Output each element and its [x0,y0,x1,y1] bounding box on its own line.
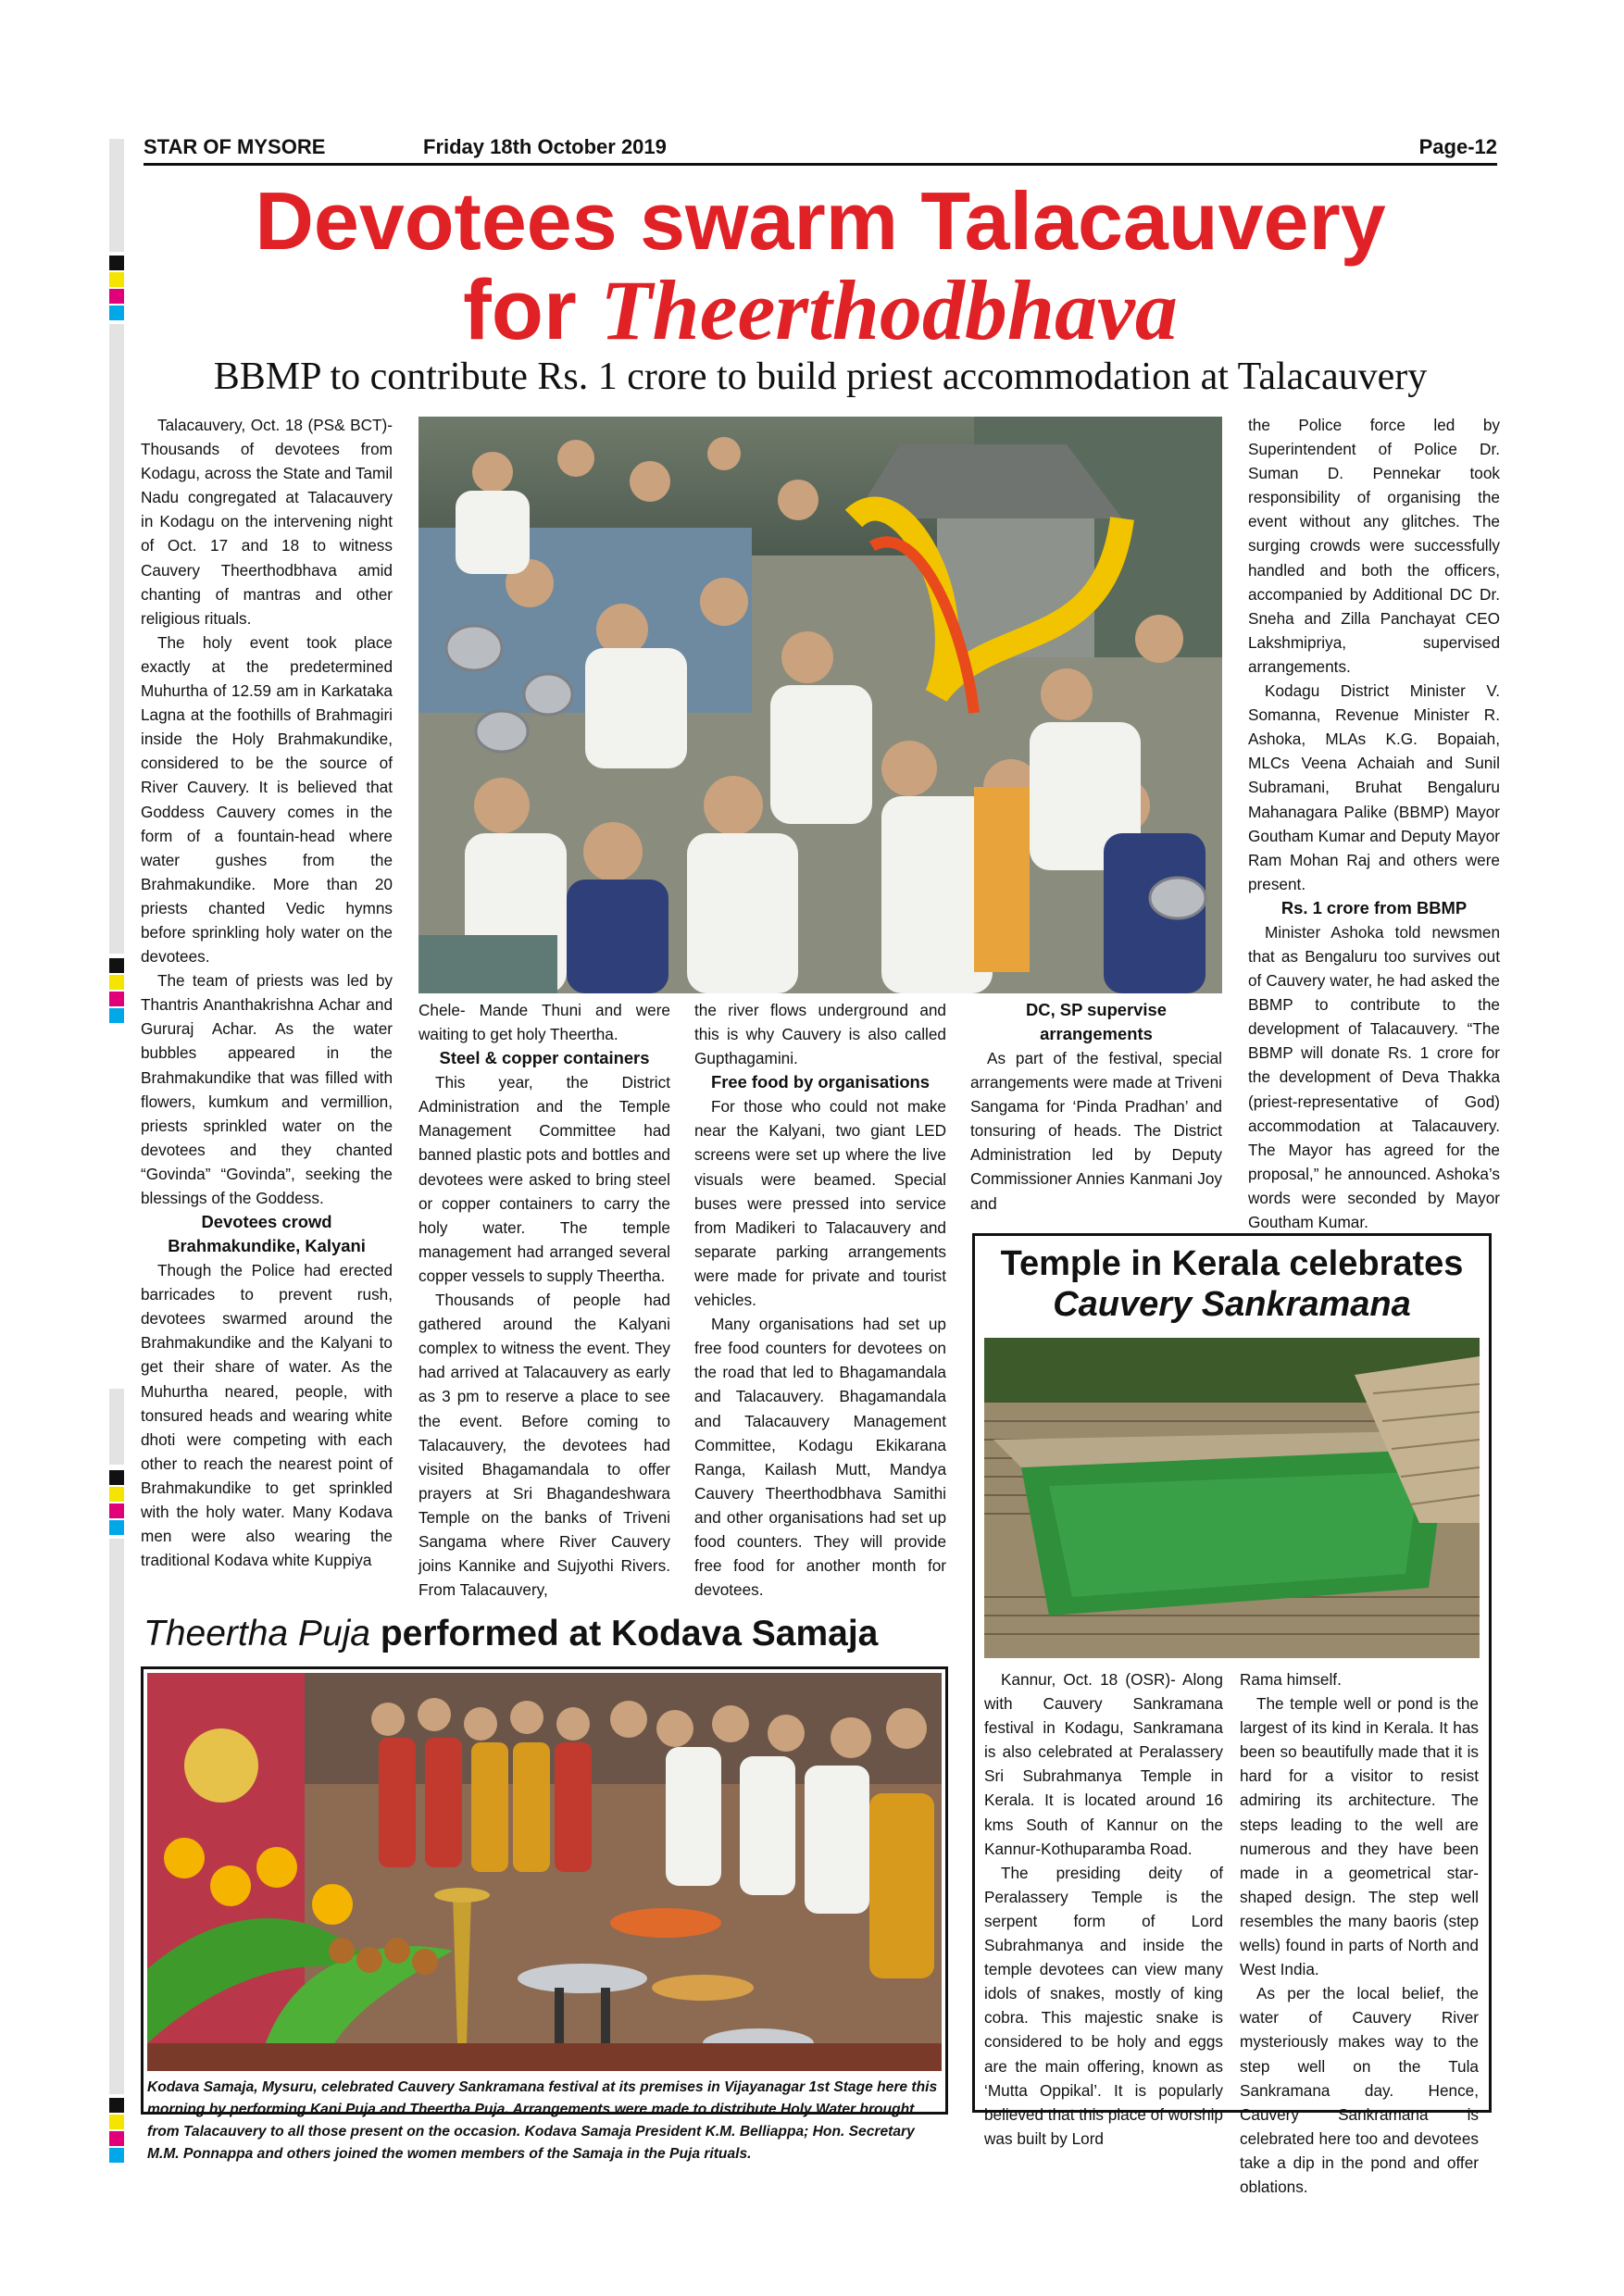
stepwell-illustration [984,1338,1480,1658]
kodava-photo-box [141,1666,948,2162]
registration-swatch [109,256,124,270]
headline-theerthodbhava: Theerthodbhava [600,263,1178,357]
registration-swatch [109,289,124,304]
kodava-headline-rest: performed at Kodava Samaja [380,1614,879,1653]
kodava-headline-italic: Theertha Puja [144,1614,370,1653]
registration-swatch [109,2098,124,2113]
kodava-puja-photo [147,1673,942,2071]
registration-swatch [109,992,124,1006]
paragraph: The team of priests was led by Thantris Ananthakrishna Achar and Gururaj Achar. As the water bubbles appeared in the Brahmakundike that was filled with flowers, kumkum and vermillion, priests sprinkled water on the devotees and they chanted “Govinda” “Govinda”, seeking the blessings of the Goddess. [141,971,393,1207]
kodava-caption: Kodava Samaja, Mysuru, celebrated Cauvery Sankramana festival at its premises in Vijayanagar 1st Stage here this morning by performing Kani Puja and Theertha Puja. Arrangements were made to distribute Holy Water brought from Talacauvery to all those present on the occasion. Kodava Samaja President K.M. Belliappa; Hon. Secretary M.M. Ponnappa and others joined the women members of the Samaja in the Puja rituals. [147,2079,938,2162]
masthead-rule [144,163,1497,166]
crowd-photo-illustration [418,417,1222,993]
paragraph: The temple well or pond is the largest of its kind in Kerala. It has been so beautifully made that it is hard for a visitor to resist admiring its architecture. The steps leading to the well are numerous and they have been made in a geometrical star-shaped design. The step well resembles the many baoris (step wells) found in parts of North and West India. [1240,1694,1479,1979]
main-headline-line2 [144,263,1497,357]
main-column-1 [141,413,393,1572]
subhead: Rs. 1 crore from BBMP [1280,897,1468,917]
paragraph: Though the Police had erected barricades to prevent rush, devotees swarmed around the Brahmakundike and the Kalyani to get their share of water. As the Muhurtha neared, people, with tonsured heads and wearing white dhoti were competing with each other to reach the nearest point of Brahmakundike to get sprinkled with the holy water. Many Kodava men were also wearing the traditional Kodava white Kuppiya [141,1261,393,1570]
page-number: Page-12 [1418,135,1497,158]
paper-name: STAR OF MYSORE [144,135,326,158]
subhead: DC, SP supervise arrangements [1026,1000,1167,1043]
paragraph: the river flows underground and this is why Cauvery is also called Gupthagamini. [694,1001,946,1068]
kodava-headline [144,1613,949,1655]
paragraph: Rama himself. [1240,1670,1342,1689]
main-column-3 [694,998,946,1602]
paragraph: Thousands of people had gathered around the Kalyani complex to witness the event. They had arrived at Talacauvery as early as 3 pm to reserve a place to see the event. Before coming to Talacauvery, the devotees had visited Bhagamandala to offer prayers at Sri Bhagandeshwara Temple on the banks of Triveni Sangama where River Cauvery joins Kannike and Sujyothi Rivers. From Talacauvery, [418,1291,670,1600]
paragraph: the Police force led by Superintendent of Police Dr. Suman D. Pennekar took responsibility of organising the event without any glitches. The surging crowds were successfully handled and both the officers, accompanied by Additional DC Dr. Sneha and Zilla Panchayat CEO Lakshmipriya, supervised arrangements. [1248,416,1500,676]
main-column-2 [418,998,670,1602]
headline-for: for [463,263,577,357]
registration-swatch [109,958,124,973]
issue-date: Friday 18th October 2019 [423,135,667,158]
paragraph: Talacauvery, Oct. 18 (PS& BCT)- Thousands of devotees from Kodagu, across the State and Tamil Nadu congregated at Talacauvery in Kodagu on the intervening night of Oct. 17 and 18 to witness Cauvery Theerthodbhava amid chanting of mantras and other religious rituals. [141,416,393,628]
registration-gutter-top [109,139,124,252]
registration-gutter [109,1539,124,2094]
paragraph: As per the local belief, the water of Cauvery River mysteriously makes way to the step well on the Tula Sankramana day. Hence, Cauvery Sankramana is celebrated here too and devotees take a dip in the pond and offer oblations. [1240,1984,1479,2196]
subhead: Devotees crowd Brahmakundike, Kalyani [168,1212,366,1256]
registration-swatch [109,1008,124,1023]
paragraph: Kannur, Oct. 18 (OSR)- Along with Cauvery Sankramana festival in Kodagu, Sankramana is also celebrated at Peralassery Sri Subrahmanya Temple in Kerala. It is located around 16 kms South of Kannur on the Kannur-Kothuparamba Road. [984,1670,1223,1858]
paragraph: The holy event took place exactly at the predetermined Muhurtha of 12.59 am in Karkataka Lagna at the foothills of Brahmagiri inside the Holy Brahmakundike, considered to be the source of River Cauvery. It is believed that Goddess Cauvery comes in the form of a fountain-head where water gushes from the Brahmakundike. More than 20 priests chanted Vedic hymns before sprinkling holy water on the devotees. [141,632,393,967]
paragraph: Kodagu District Minister V. Somanna, Revenue Minister R. Ashoka, MLAs K.G. Bopaiah, MLCs Veena Achaiah and Sunil Subramani, Bruhat Bengaluru Mahanagara Palike (BBMP) Mayor Goutham Kumar and Deputy Mayor Ram Mohan Raj and others were present. [1248,681,1500,893]
paragraph: For those who could not make near the Kalyani, two giant LED screens were set up where the live visuals were beamed. Special buses were pressed into service from Madikeri to Talacauvery and separate parking arrangements were made for private and tourist vehicles. [694,1097,946,1310]
talacauvery-crowd-photo [418,417,1222,993]
registration-gutter [109,324,124,954]
masthead [144,135,1497,161]
paragraph: This year, the District Administration and the Temple Management Committee had banned plastic pots and bottles and devotees were asked to bring steel or copper containers to carry the holy water. The temple management had arranged several copper vessels to supply Theertha. [418,1073,670,1285]
registration-gutter [109,1389,124,1465]
registration-swatch [109,2148,124,2163]
subhead: Steel & copper containers [439,1048,650,1068]
kerala-stepwell-photo [984,1338,1480,1658]
kerala-headline-line1: Temple in Kerala celebrates [1000,1244,1464,1283]
paragraph: Minister Ashoka told newsmen that as Bengaluru too survives out of Cauvery water, he had asked the BBMP to contribute to the development of Talacauvery. “The BBMP will donate Rs. 1 crore for the development of Deva Thakka (priest-representative of God) accommodation at Talacauvery. The Mayor has agreed for the proposal,” he announced. Ashoka’s words were seconded by Mayor Goutham Kumar. [1248,922,1500,1231]
registration-swatch [109,1487,124,1502]
registration-swatch [109,1470,124,1485]
paragraph: Many organisations had set up free food counters for devotees on the road that led to Bhagamandala and Talacauvery. Bhagamandala and Talacauvery Management Committee, Kodagu Ekikarana Ranga, Kailash Mutt, Mandya Cauvery Theerthodbhava Samithi and other organisations had set up food counters. They will provide free food for another month for devotees. [694,1315,946,1600]
main-column-5 [1248,413,1500,1234]
registration-swatch [109,306,124,320]
paragraph: Chele- Mande Thuni and were waiting to get holy Theertha. [418,1001,670,1044]
subhead: Free food by organisations [710,1072,931,1092]
paragraph: The presiding deity of Peralassery Temple is the serpent form of Lord Subrahmanya and inside the temple devotees can view many idols of snakes, mostly of king cobra. This majestic snake is considered to be holy and eggs are the main offering, known as ‘Mutta Oppikal’. It is popularly believed that this place of worship was built by Lord [984,1863,1223,2148]
main-headline-line1: Devotees swarm Talacauvery [255,175,1386,267]
registration-swatch [109,1504,124,1518]
registration-swatch [109,2115,124,2129]
kerala-story-box [972,1233,1492,2196]
registration-swatch [109,2131,124,2146]
kerala-headline-line2: Cauvery Sankramana [1053,1285,1411,1324]
kerala-column-1 [984,1667,1223,2151]
kerala-column-2 [1240,1667,1479,2199]
main-column-4 [970,998,1222,1216]
registration-swatch [109,975,124,990]
paragraph: As part of the festival, special arrangements were made at Triveni Sangama for ‘Pinda Pradhan’ and tonsuring of heads. The District Administration led by Deputy Commissioner Annies Kanmani Joy and [970,1049,1222,1213]
puja-photo-illustration [147,1673,942,2071]
main-deck: BBMP to contribute Rs. 1 crore to build priest accommodation at Talacauvery [213,356,1428,398]
registration-swatch [109,272,124,287]
registration-swatch [109,1520,124,1535]
